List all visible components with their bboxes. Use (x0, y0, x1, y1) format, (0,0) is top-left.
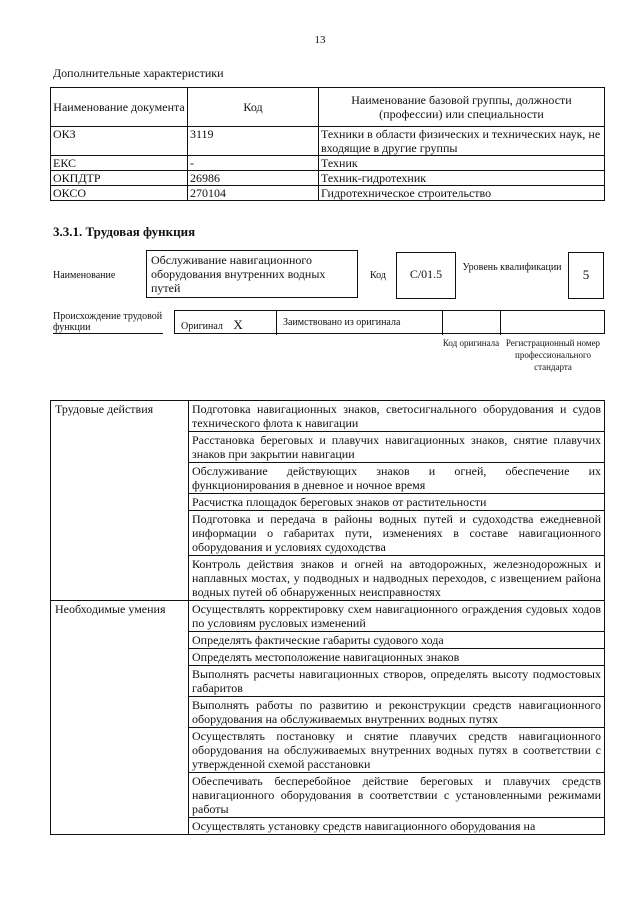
group-name-cell: Техник-гидротехник (319, 171, 605, 186)
function-code-box: С/01.5 (396, 252, 456, 299)
list-item: Подготовка и передача в районы водных путей и судоходства ежедневной информации о габаритах пути, изменениях в составе навигационного оборудования и условиях судоходства (189, 511, 605, 556)
list-item: Подготовка навигационных знаков, светосигнального оборудования и судов технического флота к навигации (189, 401, 605, 432)
doc-name-cell: ЕКС (51, 156, 188, 171)
name-label: Наименование (53, 270, 116, 281)
list-item: Обеспечивать бесперебойное действие береговых и плавучих средств навигационного оборудования в соответствии с установленными режимами работы (189, 773, 605, 818)
details-table (50, 400, 605, 835)
list-item: Осуществлять корректировку схем навигационного ограждения судовых ходов по условиям русловых изменений (189, 601, 605, 632)
header-doc-name: Наименование документа (51, 88, 188, 127)
list-item: Расчистка площадок береговых знаков от растительности (189, 494, 605, 511)
origin-row (174, 310, 605, 334)
group-name-cell: Техник (319, 156, 605, 171)
code-cell: 3119 (188, 127, 319, 156)
list-item: Определять местоположение навигационных знаков (189, 649, 605, 666)
table-row (51, 156, 605, 171)
list-item: Обслуживание действующих знаков и огней, обеспечение их функционирования в дневное и ночное время (189, 463, 605, 494)
header-group-name: Наименование базовой группы, должности (профессии) или специальности (319, 88, 605, 127)
table-row (51, 171, 605, 186)
table-row (51, 401, 605, 432)
doc-name-cell: ОКСО (51, 186, 188, 201)
table-row (51, 186, 605, 201)
list-item: Выполнять работы по развитию и реконструкции средств навигационного оборудования на обслуживаемых внутренних водных путях (189, 697, 605, 728)
code-cell: 26986 (188, 171, 319, 186)
doc-name-cell: ОКЗ (51, 127, 188, 156)
original-cell (175, 311, 277, 335)
reg-number-label: Регистрационный номер профессионального стандарта (505, 338, 601, 372)
labor-actions-label: Трудовые действия (51, 401, 189, 601)
table-row (51, 127, 605, 156)
origin-label: Происхождение трудовой функции (53, 311, 163, 333)
code-label: Код (370, 270, 386, 281)
original-label: Оригинал (181, 321, 223, 332)
list-item: Осуществлять установку средств навигационного оборудования на (189, 818, 605, 835)
code-cell: 270104 (188, 186, 319, 201)
doc-name-cell: ОКПДТР (51, 171, 188, 186)
table-header-row (51, 88, 605, 127)
borrowed-cell: Заимствовано из оригинала (277, 311, 443, 335)
list-item: Контроль действия знаков и огней на автодорожных, железнодорожных и наплавных мостах, у подводных и надводных переходов, с извещением района водных путей об обнаруженных неисправностях (189, 556, 605, 601)
characteristics-table (50, 87, 605, 201)
section-title: 3.3.1. Трудовая функция (53, 224, 196, 239)
additional-characteristics-heading: Дополнительные характеристики (53, 66, 224, 80)
group-name-cell: Техники в области физических и технических наук, не входящие в другие группы (319, 127, 605, 156)
page-number: 13 (314, 34, 326, 46)
list-item: Расстановка береговых и плавучих навигационных знаков, снятие плавучих знаков при закрытии навигации (189, 432, 605, 463)
code-original-label: Код оригинала (442, 338, 500, 348)
group-name-cell: Гидротехническое строительство (319, 186, 605, 201)
code-original-cell (443, 311, 501, 335)
list-item: Выполнять расчеты навигационных створов, определять высоту подмостовых габаритов (189, 666, 605, 697)
level-label: Уровень квалификации (462, 262, 562, 273)
reg-number-cell (501, 311, 606, 335)
list-item: Определять фактические габариты судового хода (189, 632, 605, 649)
original-mark: X (233, 317, 243, 332)
function-name-box: Обслуживание навигационного оборудования внутренних водных путей (146, 250, 358, 298)
table-row (51, 601, 605, 632)
required-skills-label: Необходимые умения (51, 601, 189, 835)
header-code: Код (188, 88, 319, 127)
list-item: Осуществлять постановку и снятие плавучих средств навигационного оборудования на обслуживаемых внутренних водных путях в соответствии с утвержденной схемой расстановки (189, 728, 605, 773)
code-cell: - (188, 156, 319, 171)
level-box: 5 (568, 252, 604, 299)
